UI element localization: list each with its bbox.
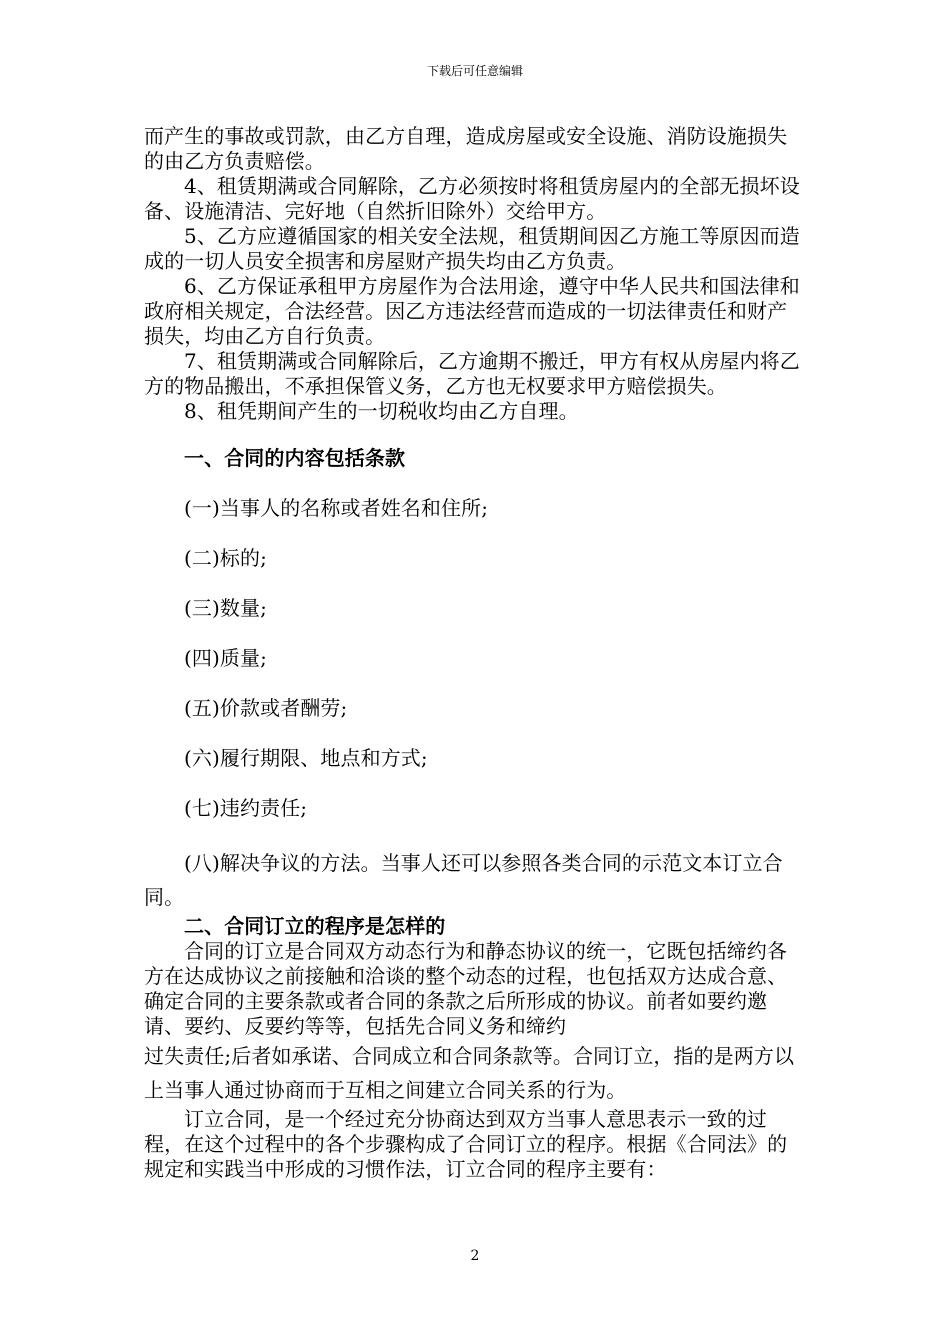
- section-2-paragraph-2: 订立合同，是一个经过充分协商达到双方当事人意思表示一致的过程，在这个过程中的各个步骤构成了合同订立的程序。根据《合同法》的规定和实践当中形成的习惯作法，订立合同的程序主要有：: [144, 1107, 788, 1181]
- content-item-3: (三)数量;: [184, 596, 267, 620]
- clause-6: 6、乙方保证承租甲方房屋作为合法用途，遵守中华人民共和国法律和政府相关规定，合法经营。因乙方违法经营而造成的一切法律责任和财产损失，均由乙方自行负责。: [144, 274, 800, 348]
- clause-8: 8、租凭期间产生的一切税收均由乙方自理。: [184, 399, 579, 423]
- paragraph-continuation: 而产生的事故或罚款，由乙方自理，造成房屋或安全设施、消防设施损失的由乙方负责赔偿。: [144, 124, 788, 173]
- page-header: 下载后可任意编辑: [426, 64, 523, 78]
- clause-7: 7、租赁期满或合同解除后，乙方逾期不搬迁，甲方有权从房屋内将乙方的物品搬出，不承担保管义务，乙方也无权要求甲方赔偿损失。: [144, 349, 800, 398]
- page-number: 2: [470, 1248, 480, 1264]
- section-1-heading: 一、合同的内容包括条款: [184, 446, 406, 470]
- content-item-5: (五)价款或者酬劳;: [184, 696, 348, 720]
- document-body: [144, 124, 804, 1182]
- content-item-8: (八)解决争议的方法。当事人还可以参照各类合同的示范文本订立合同。: [144, 851, 783, 909]
- section-2-paragraph-1a: 合同的订立是合同双方动态行为和静态协议的统一，它既包括缔约各方在达成协议之前接触和洽谈的整个动态的过程，也包括双方达成合意、确定合同的主要条款或者合同的条款之后所形成的协议。前者如要约邀请、要约、反要约等等，包括先合同义务和缔约: [144, 939, 788, 1038]
- content-item-7: (七)违约责任;: [184, 796, 308, 820]
- content-item-1: (一)当事人的名称或者姓名和住所;: [184, 496, 489, 520]
- section-2-paragraph-1b: 过失责任;后者如承诺、合同成立和合同条款等。合同订立，指的是两方以上当事人通过协商而于互相之间建立合同关系的行为。: [144, 1044, 795, 1102]
- section-2-heading: 二、合同订立的程序是怎样的: [184, 914, 446, 938]
- content-item-4: (四)质量;: [184, 646, 267, 670]
- clause-5: 5、乙方应遵循国家的相关安全法规，租赁期间因乙方施工等原因而造成的一切人员安全损害和房屋财产损失均由乙方负责。: [144, 224, 800, 273]
- content-item-6: (六)履行期限、地点和方式;: [184, 746, 428, 770]
- clause-4: 4、租赁期满或合同解除，乙方必须按时将租赁房屋内的全部无损坏设备、设施清洁、完好地（自然折旧除外）交给甲方。: [144, 174, 800, 223]
- content-item-2: (二)标的;: [184, 546, 267, 570]
